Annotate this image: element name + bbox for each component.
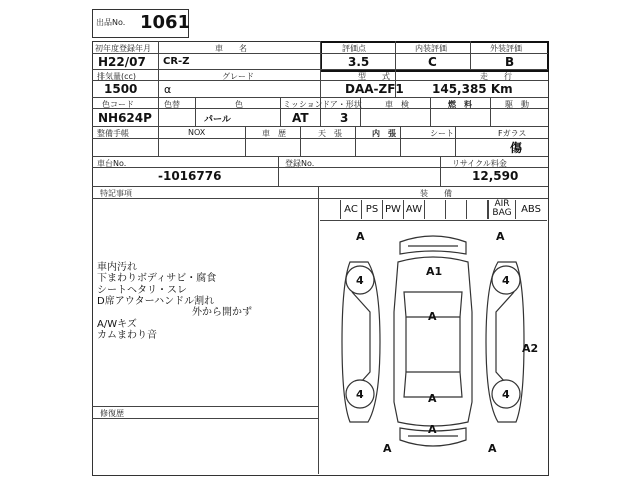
label-fuel: 燃 料 xyxy=(448,100,472,109)
note-item: A/Wキズ xyxy=(97,319,137,330)
note-item: D席アウターハンドル割れ xyxy=(97,296,215,307)
note-item: 下まわりボディサビ・腐食 xyxy=(97,273,217,284)
note-item: 車内汚れ xyxy=(97,262,137,273)
label-transmission: ミッション xyxy=(283,100,323,109)
label-mileage: 走 行 xyxy=(480,72,512,81)
damage-mark: A xyxy=(488,442,497,455)
equipment-heading: 装 備 xyxy=(420,189,452,198)
equip-ps: PS xyxy=(361,200,382,219)
value-car-name: CR-Z xyxy=(163,56,190,67)
equip-blank-2 xyxy=(445,200,466,219)
label-color-change: 色替 xyxy=(164,100,180,109)
label-front-glass: Fガラス xyxy=(498,129,527,138)
value-doors: 3 xyxy=(340,111,349,125)
damage-mark: A xyxy=(428,423,437,436)
value-chassis-number: -1016776 xyxy=(158,169,222,183)
value-recycle-fee: 12,590 xyxy=(472,169,519,183)
damage-mark: A xyxy=(428,392,437,405)
value-model-code: DAA-ZF1 xyxy=(345,82,404,96)
equipment-row xyxy=(320,200,546,220)
label-registration-number: 登録No. xyxy=(285,159,315,168)
label-drive: 駆 動 xyxy=(505,100,529,109)
label-color-code: 色コード xyxy=(102,100,134,109)
value-score: 3.5 xyxy=(348,55,370,69)
repair-history-heading: 修復歴 xyxy=(100,409,124,418)
damage-mark: 4 xyxy=(356,388,364,401)
value-mileage: 145,385 Km xyxy=(432,82,513,96)
label-recycle-fee: リサイクル料金 xyxy=(452,159,507,168)
label-model-code: 型 式 xyxy=(358,72,390,81)
value-exterior-grade: B xyxy=(505,55,515,69)
value-displacement: 1500 xyxy=(104,82,138,96)
label-car-name: 車 名 xyxy=(215,44,247,53)
label-first-registration: 初年度登録年月 xyxy=(95,44,151,53)
note-item: シートヘタリ・スレ xyxy=(97,285,187,296)
label-displacement: 排気量(cc) xyxy=(97,72,137,81)
label-score: 評価点 xyxy=(342,44,366,53)
label-seat: シート xyxy=(430,129,454,138)
label-headliner: 天 張 xyxy=(318,129,342,138)
value-color: パール xyxy=(204,115,231,125)
lot-label: 出品No. xyxy=(96,18,126,27)
label-inspection: 車 検 xyxy=(385,100,409,109)
label-color: 色 xyxy=(235,100,243,109)
damage-mark: A xyxy=(428,310,437,323)
notes-heading: 特記事項 xyxy=(100,189,132,198)
equip-pw: PW xyxy=(382,200,403,219)
equip-airbag: AIR BAG xyxy=(488,200,515,219)
damage-mark: 4 xyxy=(502,274,510,287)
value-first-registration: H22/07 xyxy=(98,55,146,69)
value-color-code: NH624P xyxy=(98,111,152,125)
note-item: カムまわり音 xyxy=(97,330,157,341)
equip-blank-3 xyxy=(466,200,487,219)
lot-number: 1061 xyxy=(140,12,191,33)
equip-blank-1 xyxy=(424,200,445,219)
label-history: 車 歴 xyxy=(262,129,286,138)
label-interior-grade: 内装評価 xyxy=(415,44,447,53)
equip-aw: AW xyxy=(403,200,424,219)
value-transmission: AT xyxy=(292,111,309,125)
label-maintenance-book: 整備手帳 xyxy=(97,129,129,138)
label-doors: ドア・形状 xyxy=(322,100,362,109)
value-front-glass: 傷 xyxy=(510,141,523,155)
damage-mark: A1 xyxy=(426,265,443,278)
damage-mark: A xyxy=(383,442,392,455)
damage-mark: A xyxy=(356,230,365,243)
damage-mark: A2 xyxy=(522,342,539,355)
equip-abs: ABS xyxy=(515,200,546,219)
label-chassis-number: 車台No. xyxy=(97,159,127,168)
label-exterior-grade: 外装評価 xyxy=(490,44,522,53)
value-grade: α xyxy=(164,83,172,96)
equip-ac: AC xyxy=(340,200,361,219)
label-grade: グレード xyxy=(222,72,254,81)
note-item: 外から開かず xyxy=(192,307,252,318)
damage-mark: A xyxy=(496,230,505,243)
value-interior-grade: C xyxy=(428,55,437,69)
label-interior-trim: 内 張 xyxy=(372,129,396,138)
damage-mark: 4 xyxy=(502,388,510,401)
label-nox: NOX xyxy=(188,128,206,137)
damage-mark: 4 xyxy=(356,274,364,287)
